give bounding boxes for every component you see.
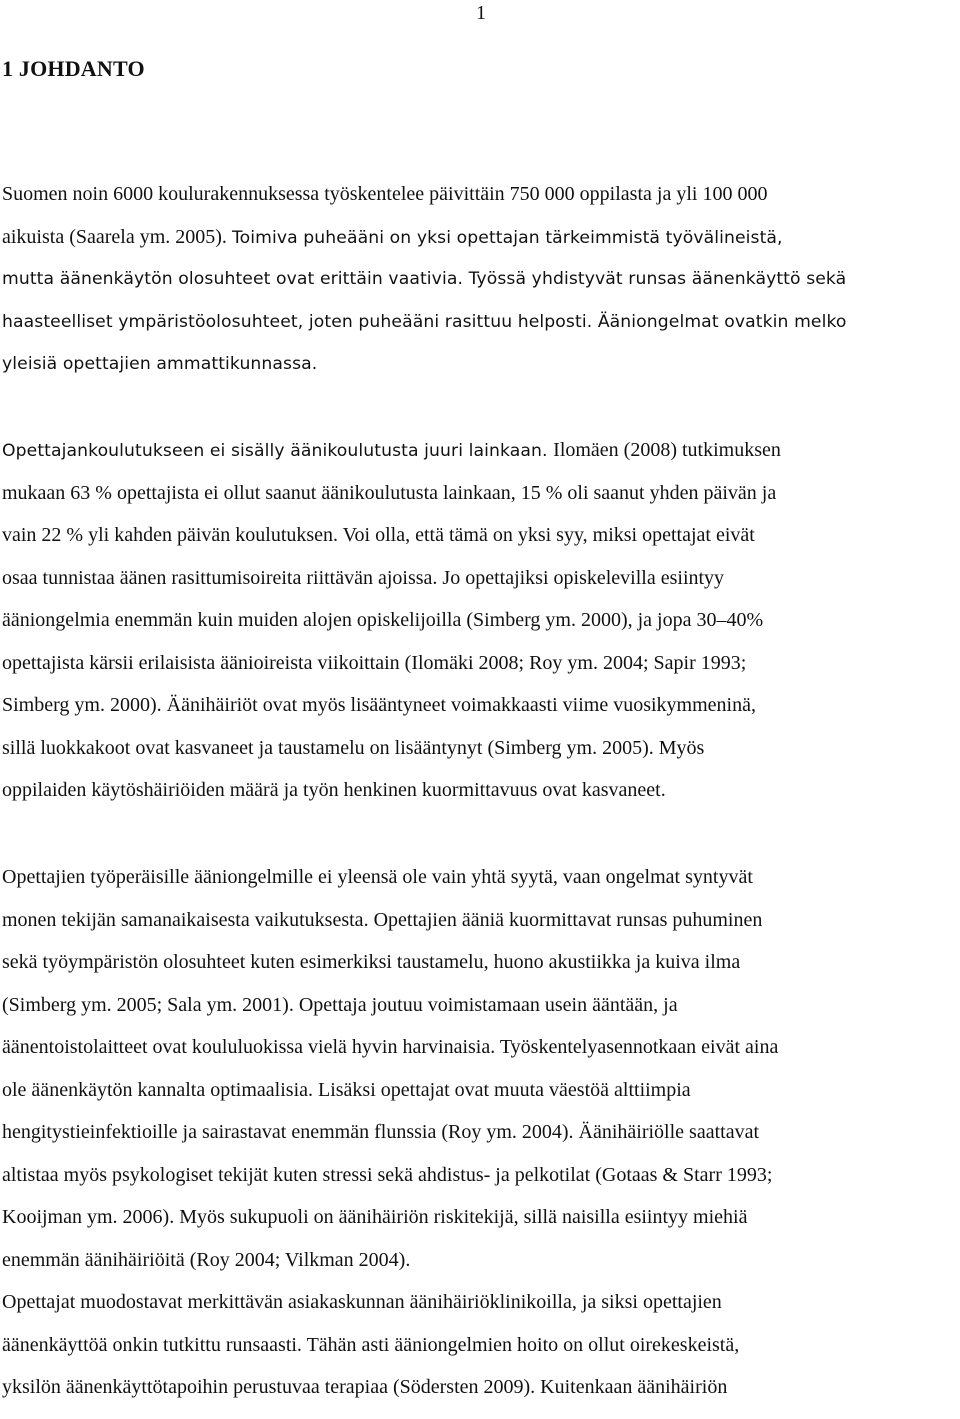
text-run: Suomen noin 6000 koulurakennuksessa työskentelee päivittäin 750 000 oppilasta ja yli 100 000 (2, 183, 768, 205)
text-line (2, 268, 960, 311)
text-run: sekä työympäristön olosuhteet kuten esimerkiksi taustamelu, huono akustiikka ja kuiva ilma (2, 951, 741, 973)
text-run: ole äänenkäytön kannalta optimaalisia. Lisäksi opettajat ovat muuta väestöä alttiimpia (2, 1078, 691, 1101)
text-line (2, 737, 960, 780)
text-run: vain 22 % yli kahden päivän koulutuksen. Voi olla, että tämä on yksi syy, miksi opettajat eivät (2, 524, 755, 546)
text-run: (Simberg ym. 2005; Sala ym. 2001). Opettaja joutuu voimistamaan usein ääntään, ja (2, 993, 678, 1016)
text-line (2, 694, 960, 737)
text-run: yleisiä opettajien ammattikunnassa. (2, 354, 318, 374)
text-run: Opettajat muodostavat merkittävän asiakaskunnan äänihäiriöklinikoilla, ja siksi opettajien (2, 1291, 722, 1313)
text-line (2, 524, 960, 567)
text-run: aikuista (Saarela ym. 2005). (2, 225, 232, 248)
paragraph (2, 439, 960, 822)
text-line (2, 609, 960, 652)
text-run: Kooijman ym. 2006). Myös sukupuoli on äänihäiriön riskitekijä, sillä naisilla esiintyy miehiä (2, 1206, 748, 1228)
text-run: ääniongelmia enemmän kuin muiden alojen opiskelijoilla (Simberg ym. 2000), ja jopa 30–40% (2, 609, 764, 631)
text-line (2, 652, 960, 695)
text-run: sillä luokkakoot ovat kasvaneet ja taustamelu on lisääntynyt (Simberg ym. 2005). Myös (2, 736, 705, 759)
text-line (2, 226, 960, 269)
text-line (2, 183, 960, 226)
text-line (2, 909, 960, 952)
text-run: haasteelliset ympäristöolosuhteet, joten puheääni rasittuu helposti. Ääniongelmat ovatkin melko (2, 311, 847, 332)
text-run: Simberg ym. 2000). Äänihäiriöt ovat myös lisääntyneet voimakkaasti viime vuosikymmeninä, (2, 694, 756, 716)
text-run: mutta äänenkäytön olosuhteet ovat erittäin vaativia. Työssä yhdistyvät runsas äänenkäyttö sekä (2, 269, 847, 289)
text-run: osaa tunnistaa äänen rasittumisoireita riittävän ajoissa. Jo opettajiksi opiskelevilla esiintyy (2, 566, 725, 589)
text-run: Opettajien työperäisille ääniongelmille ei yleensä ole vain yhtä syytä, vaan ongelmat syntyvät (2, 866, 753, 888)
text-run: Opettajankoulutukseen ei sisälly äänikoulutusta juuri lainkaan. (2, 441, 554, 461)
section-heading: 1 JOHDANTO (2, 56, 145, 81)
text-line (2, 1376, 960, 1419)
text-line (2, 1206, 960, 1249)
text-run: yksilön äänenkäyttötapoihin perustuvaa terapiaa (Södersten 2009). Kuitenkaan äänihäiriön (2, 1376, 728, 1398)
text-run: mukaan 63 % opettajista ei ollut saanut äänikoulutusta lainkaan, 15 % oli saanut yhden päivän ja (2, 481, 777, 504)
paragraph (2, 866, 960, 1419)
text-run: äänenkäyttöä onkin tutkittu runsaasti. Tähän asti ääniongelmien hoito on ollut oirekeskeistä, (2, 1333, 740, 1356)
text-run: hengitystieinfektioille ja sairastavat enemmän flunssia (Roy ym. 2004). Äänihäiriölle saattavat (2, 1121, 760, 1143)
text-line (2, 1079, 960, 1122)
text-line (2, 482, 960, 525)
text-line (2, 311, 960, 354)
text-line (2, 866, 960, 909)
text-line (2, 1249, 960, 1292)
text-line (2, 1164, 960, 1207)
text-line (2, 1036, 960, 1079)
text-line (2, 1121, 960, 1164)
text-line (2, 439, 960, 482)
text-run: Toimiva puheääni on yksi opettajan tärkeimmistä työvälineistä, (231, 227, 783, 248)
text-line (2, 567, 960, 610)
text-run: enemmän äänihäiriöitä (Roy 2004; Vilkman 2004). (2, 1248, 411, 1271)
page-number: 1 (476, 2, 486, 24)
text-run: opettajista kärsii erilaisista äänioireista viikoittain (Ilomäki 2008; Roy ym. 2004; Sapir 1993; (2, 651, 747, 674)
text-run: monen tekijän samanaikaisesta vaikutuksesta. Opettajien ääniä kuormittavat runsas puhuminen (2, 908, 763, 931)
paragraph (2, 183, 960, 396)
text-run: oppilaiden käytöshäiriöiden määrä ja työn henkinen kuormittavuus ovat kasvaneet. (2, 779, 666, 801)
text-run: Ilomäen (2008) tutkimuksen (553, 439, 781, 461)
text-line (2, 779, 960, 822)
text-line (2, 951, 960, 994)
text-run: altistaa myös psykologiset tekijät kuten stressi sekä ahdistus- ja pelkotilat (Gotaas & Starr 1993; (2, 1163, 773, 1186)
text-line (2, 353, 960, 396)
text-line (2, 1334, 960, 1377)
text-line (2, 994, 960, 1037)
text-line (2, 1291, 960, 1334)
text-run: äänentoistolaitteet ovat koululuokissa vielä hyvin harvinaisia. Työskentelyasennotkaan eivät aina (2, 1036, 779, 1058)
